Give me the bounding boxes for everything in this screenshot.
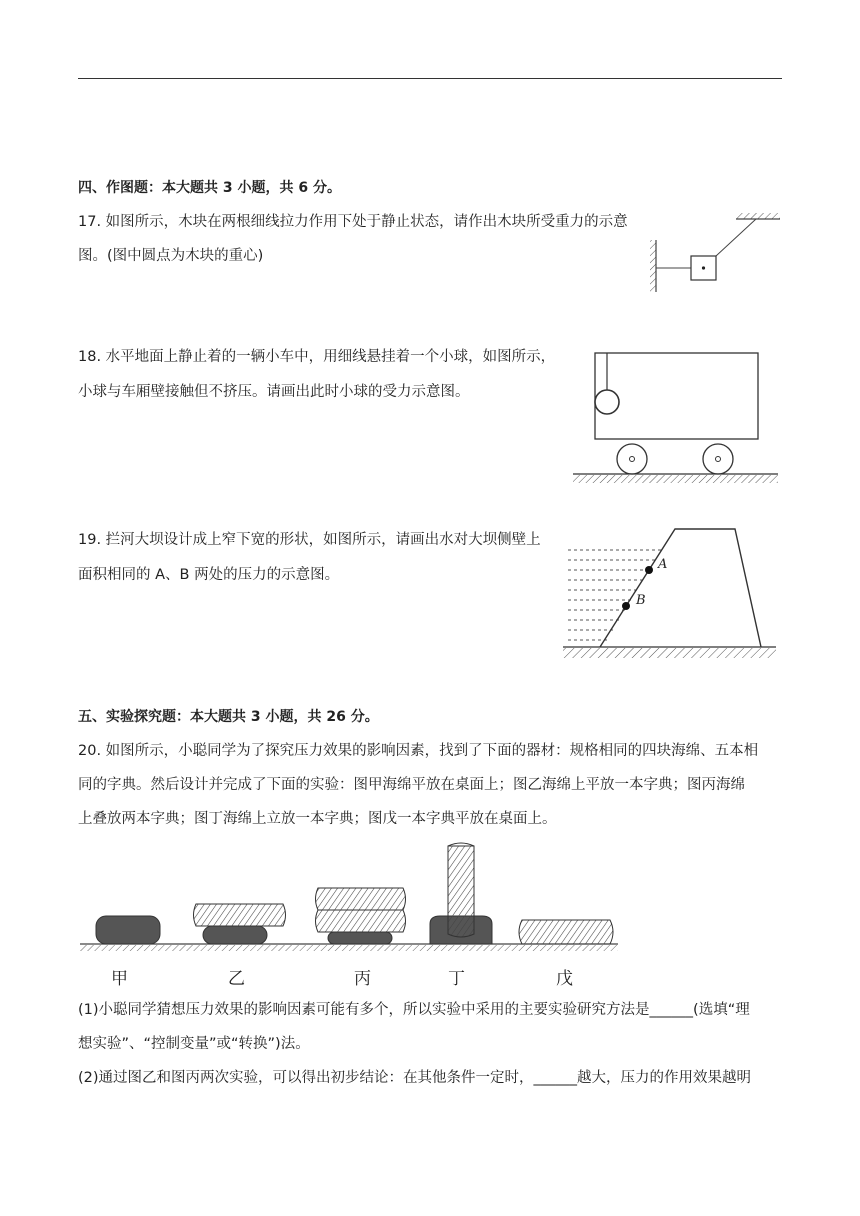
figure-label-bing: 丙 bbox=[354, 969, 371, 989]
q18-text-line-1: 18. 水平地面上静止着的一辆小车中，用细线悬挂着一个小球，如图所示， bbox=[78, 349, 556, 365]
q17-text-line-1: 17. 如图所示，木块在两根细线拉力作用下处于静止状态，请作出木块所受重力的示意 bbox=[78, 214, 628, 230]
q19-text-line-1: 19. 拦河大坝设计成上窄下宽的形状，如图所示，请画出水对大坝侧壁上 bbox=[78, 532, 541, 548]
q20-sub1-line-1: (1)小聪同学猜想压力效果的影响因素可能有多个，所以实验中采用的主要实验研究方法是______(选填“理 bbox=[78, 1002, 750, 1018]
q20-text-line-2: 同的字典。然后设计并完成了下面的实验：图甲海绵平放在桌面上；图乙海绵上平放一本字典；图丙海绵 bbox=[78, 777, 745, 793]
header-rule bbox=[78, 78, 782, 79]
q19-text-line-2: 面积相同的 A、B 两处的压力的示意图。 bbox=[78, 567, 340, 583]
point-a-label: A bbox=[658, 557, 668, 572]
figure-label-yi: 乙 bbox=[228, 969, 245, 989]
figure-label-ding: 丁 bbox=[448, 969, 465, 989]
figure-label-wu: 戊 bbox=[556, 969, 573, 989]
figure-label-jia: 甲 bbox=[111, 969, 128, 989]
q19-dam-figure bbox=[560, 526, 782, 666]
q17-text-line-2: 图。(图中圆点为木块的重心) bbox=[78, 248, 264, 264]
q17-block-figure bbox=[648, 208, 788, 296]
q18-cart-figure bbox=[570, 350, 782, 488]
section-5-heading: 五、实验探究题：本大题共 3 小题，共 26 分。 bbox=[78, 709, 379, 725]
q20-text-line-1: 20. 如图所示，小聪同学为了探究压力效果的影响因素，找到了下面的器材：规格相同的四块海绵、五本相 bbox=[78, 743, 759, 759]
q20-sub2-line-1: (2)通过图乙和图丙两次实验，可以得出初步结论：在其他条件一定时，______越大，压力的作用效果越明 bbox=[78, 1070, 752, 1086]
q20-sub1-line-2: 想实验”、“控制变量”或“转换”)法。 bbox=[78, 1036, 310, 1052]
section-4-heading: 四、作图题：本大题共 3 小题，共 6 分。 bbox=[78, 180, 341, 196]
q20-text-line-3: 上叠放两本字典；图丁海绵上立放一本字典；图戊一本字典平放在桌面上。 bbox=[78, 811, 557, 827]
q20-sponge-experiment-figure bbox=[78, 840, 623, 958]
q18-text-line-2: 小球与车厢壁接触但不挤压。请画出此时小球的受力示意图。 bbox=[78, 384, 470, 400]
point-b-label: B bbox=[636, 593, 646, 608]
